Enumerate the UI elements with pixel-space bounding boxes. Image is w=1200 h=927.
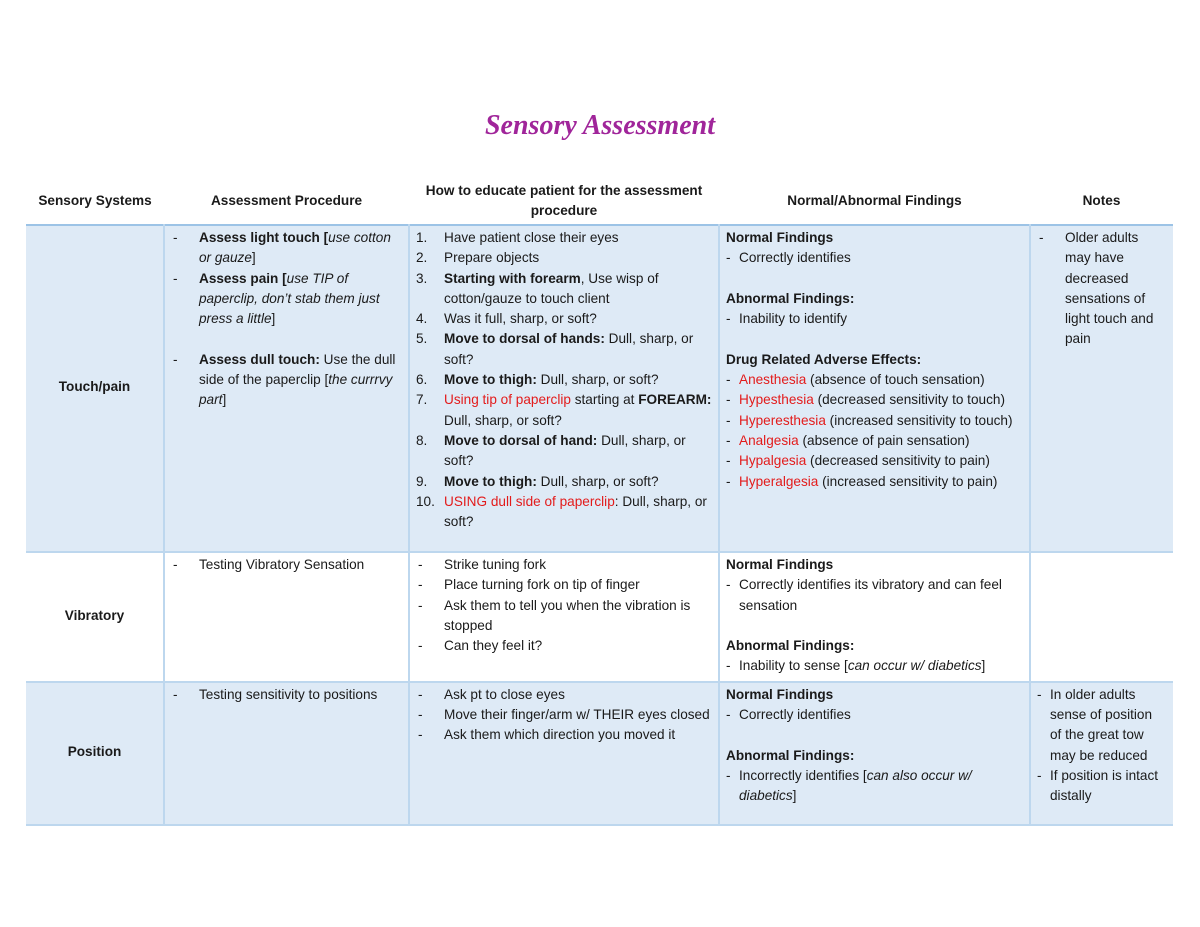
system-touch-pain: Touch/pain: [26, 225, 164, 552]
list-item: 5. Move to dorsal of hands: Dull, sharp, or soft?: [416, 331, 694, 367]
list-item: - Correctly identifies its vibratory and can feel sensation: [726, 577, 1002, 613]
vibratory-findings: [719, 552, 1030, 682]
list-item: - Hypesthesia (decreased sensitivity to touch): [726, 392, 1005, 408]
abnormal-findings-heading: Abnormal Findings:: [726, 638, 855, 654]
touch-findings: [719, 225, 1030, 552]
header-notes: Notes: [1082, 193, 1121, 208]
system-vibratory: Vibratory: [64, 607, 125, 623]
list-item: - Hyperalgesia (increased sensitivity to pain): [726, 473, 998, 489]
header-sensory-systems: Sensory Systems: [38, 193, 152, 208]
header-findings: Normal/Abnormal Findings: [787, 193, 962, 208]
vibratory-education: [409, 552, 719, 682]
list-item: - Testing Vibratory Sensation: [173, 557, 365, 572]
list-item: - Strike tuning fork: [418, 557, 546, 572]
normal-findings-heading: Normal Findings: [726, 557, 834, 572]
row-vibratory: [26, 552, 1173, 682]
list-item: - Analgesia (absence of pain sensation): [726, 432, 970, 448]
list-item: - In older adults sense of position of the great tow may be reduced: [1037, 686, 1153, 763]
list-item: 9. Move to thigh: Dull, sharp, or soft?: [416, 473, 659, 489]
list-item: - Assess dull touch: Use the dull side of the paperclip [the currrvy part]: [173, 351, 396, 408]
list-item: - Correctly identifies: [726, 250, 851, 266]
list-item: - Older adults may have decreased sensations of light touch and pain: [1039, 230, 1154, 347]
list-item: - Correctly identifies: [726, 707, 851, 723]
list-item: - Move their finger/arm w/ THEIR eyes closed: [418, 707, 710, 723]
header-assessment-procedure: Assessment Procedure: [210, 193, 363, 208]
list-item: 10. USING dull side of paperclip: Dull, sharp, or soft?: [416, 493, 707, 530]
list-item: - If position is intact distally: [1037, 767, 1159, 804]
position-procedure: [164, 682, 409, 825]
system-position: Position: [26, 682, 164, 825]
list-item: 6. Move to thigh: Dull, sharp, or soft?: [416, 372, 659, 388]
list-item: - Hyperesthesia (increased sensitivity to touch): [726, 412, 1013, 428]
position-education: [409, 682, 719, 825]
adverse-effects-heading: Drug Related Adverse Effects:: [726, 351, 922, 367]
list-item: 7. Using tip of paperclip starting at FOREARM: Dull, sharp, or soft?: [416, 392, 712, 428]
list-item: - Incorrectly identifies [can also occur w/ diabetics]: [726, 767, 972, 804]
header-row: [26, 178, 1173, 225]
vibratory-procedure: [164, 552, 409, 682]
list-item: - Can they feel it?: [418, 638, 543, 654]
page-title: Sensory Assessment: [484, 110, 715, 141]
abnormal-findings-heading: Abnormal Findings:: [726, 747, 855, 763]
vibratory-notes: [1030, 552, 1173, 682]
list-item: - Ask them which direction you moved it: [418, 727, 676, 743]
row-position: [26, 682, 1173, 825]
list-item: 8. Move to dorsal of hand: Dull, sharp, or soft?: [416, 432, 686, 469]
position-findings: [719, 682, 1030, 825]
list-item: - Inability to sense [can occur w/ diabetics]: [726, 658, 986, 674]
list-item: 2. Prepare objects: [416, 250, 540, 266]
list-item: - Hypalgesia (decreased sensitivity to pain): [726, 453, 990, 469]
list-item: - Place turning fork on tip of finger: [418, 577, 640, 593]
list-item: 1. Have patient close their eyes: [416, 230, 619, 245]
touch-education: [409, 225, 719, 552]
normal-findings-heading: Normal Findings: [726, 686, 834, 702]
list-item: - Ask them to tell you when the vibration is stopped: [418, 597, 691, 633]
normal-findings-heading: Normal Findings: [726, 230, 834, 245]
list-item: - Inability to identify: [726, 311, 848, 327]
list-item: - Testing sensitivity to positions: [173, 686, 378, 702]
list-item: - Ask pt to close eyes: [418, 686, 565, 702]
list-item: - Assess light touch [use cotton or gauze]: [173, 230, 391, 266]
sensory-assessment-table: [26, 178, 1173, 826]
list-item: - Assess pain [use TIP of paperclip, don’t stab them just press a little]: [173, 270, 380, 327]
abnormal-findings-heading: Abnormal Findings:: [726, 290, 855, 306]
position-notes: [1030, 682, 1173, 825]
touch-procedure: [164, 225, 409, 552]
touch-notes: [1030, 225, 1173, 552]
row-touch-pain: [26, 225, 1173, 552]
header-educate-patient: How to educate patient for the assessment procedure: [425, 183, 703, 218]
list-item: 4. Was it full, sharp, or soft?: [416, 311, 597, 327]
list-item: 3. Starting with forearm, Use wisp of cotton/gauze to touch client: [416, 270, 659, 306]
list-item: - Anesthesia (absence of touch sensation): [726, 372, 985, 388]
